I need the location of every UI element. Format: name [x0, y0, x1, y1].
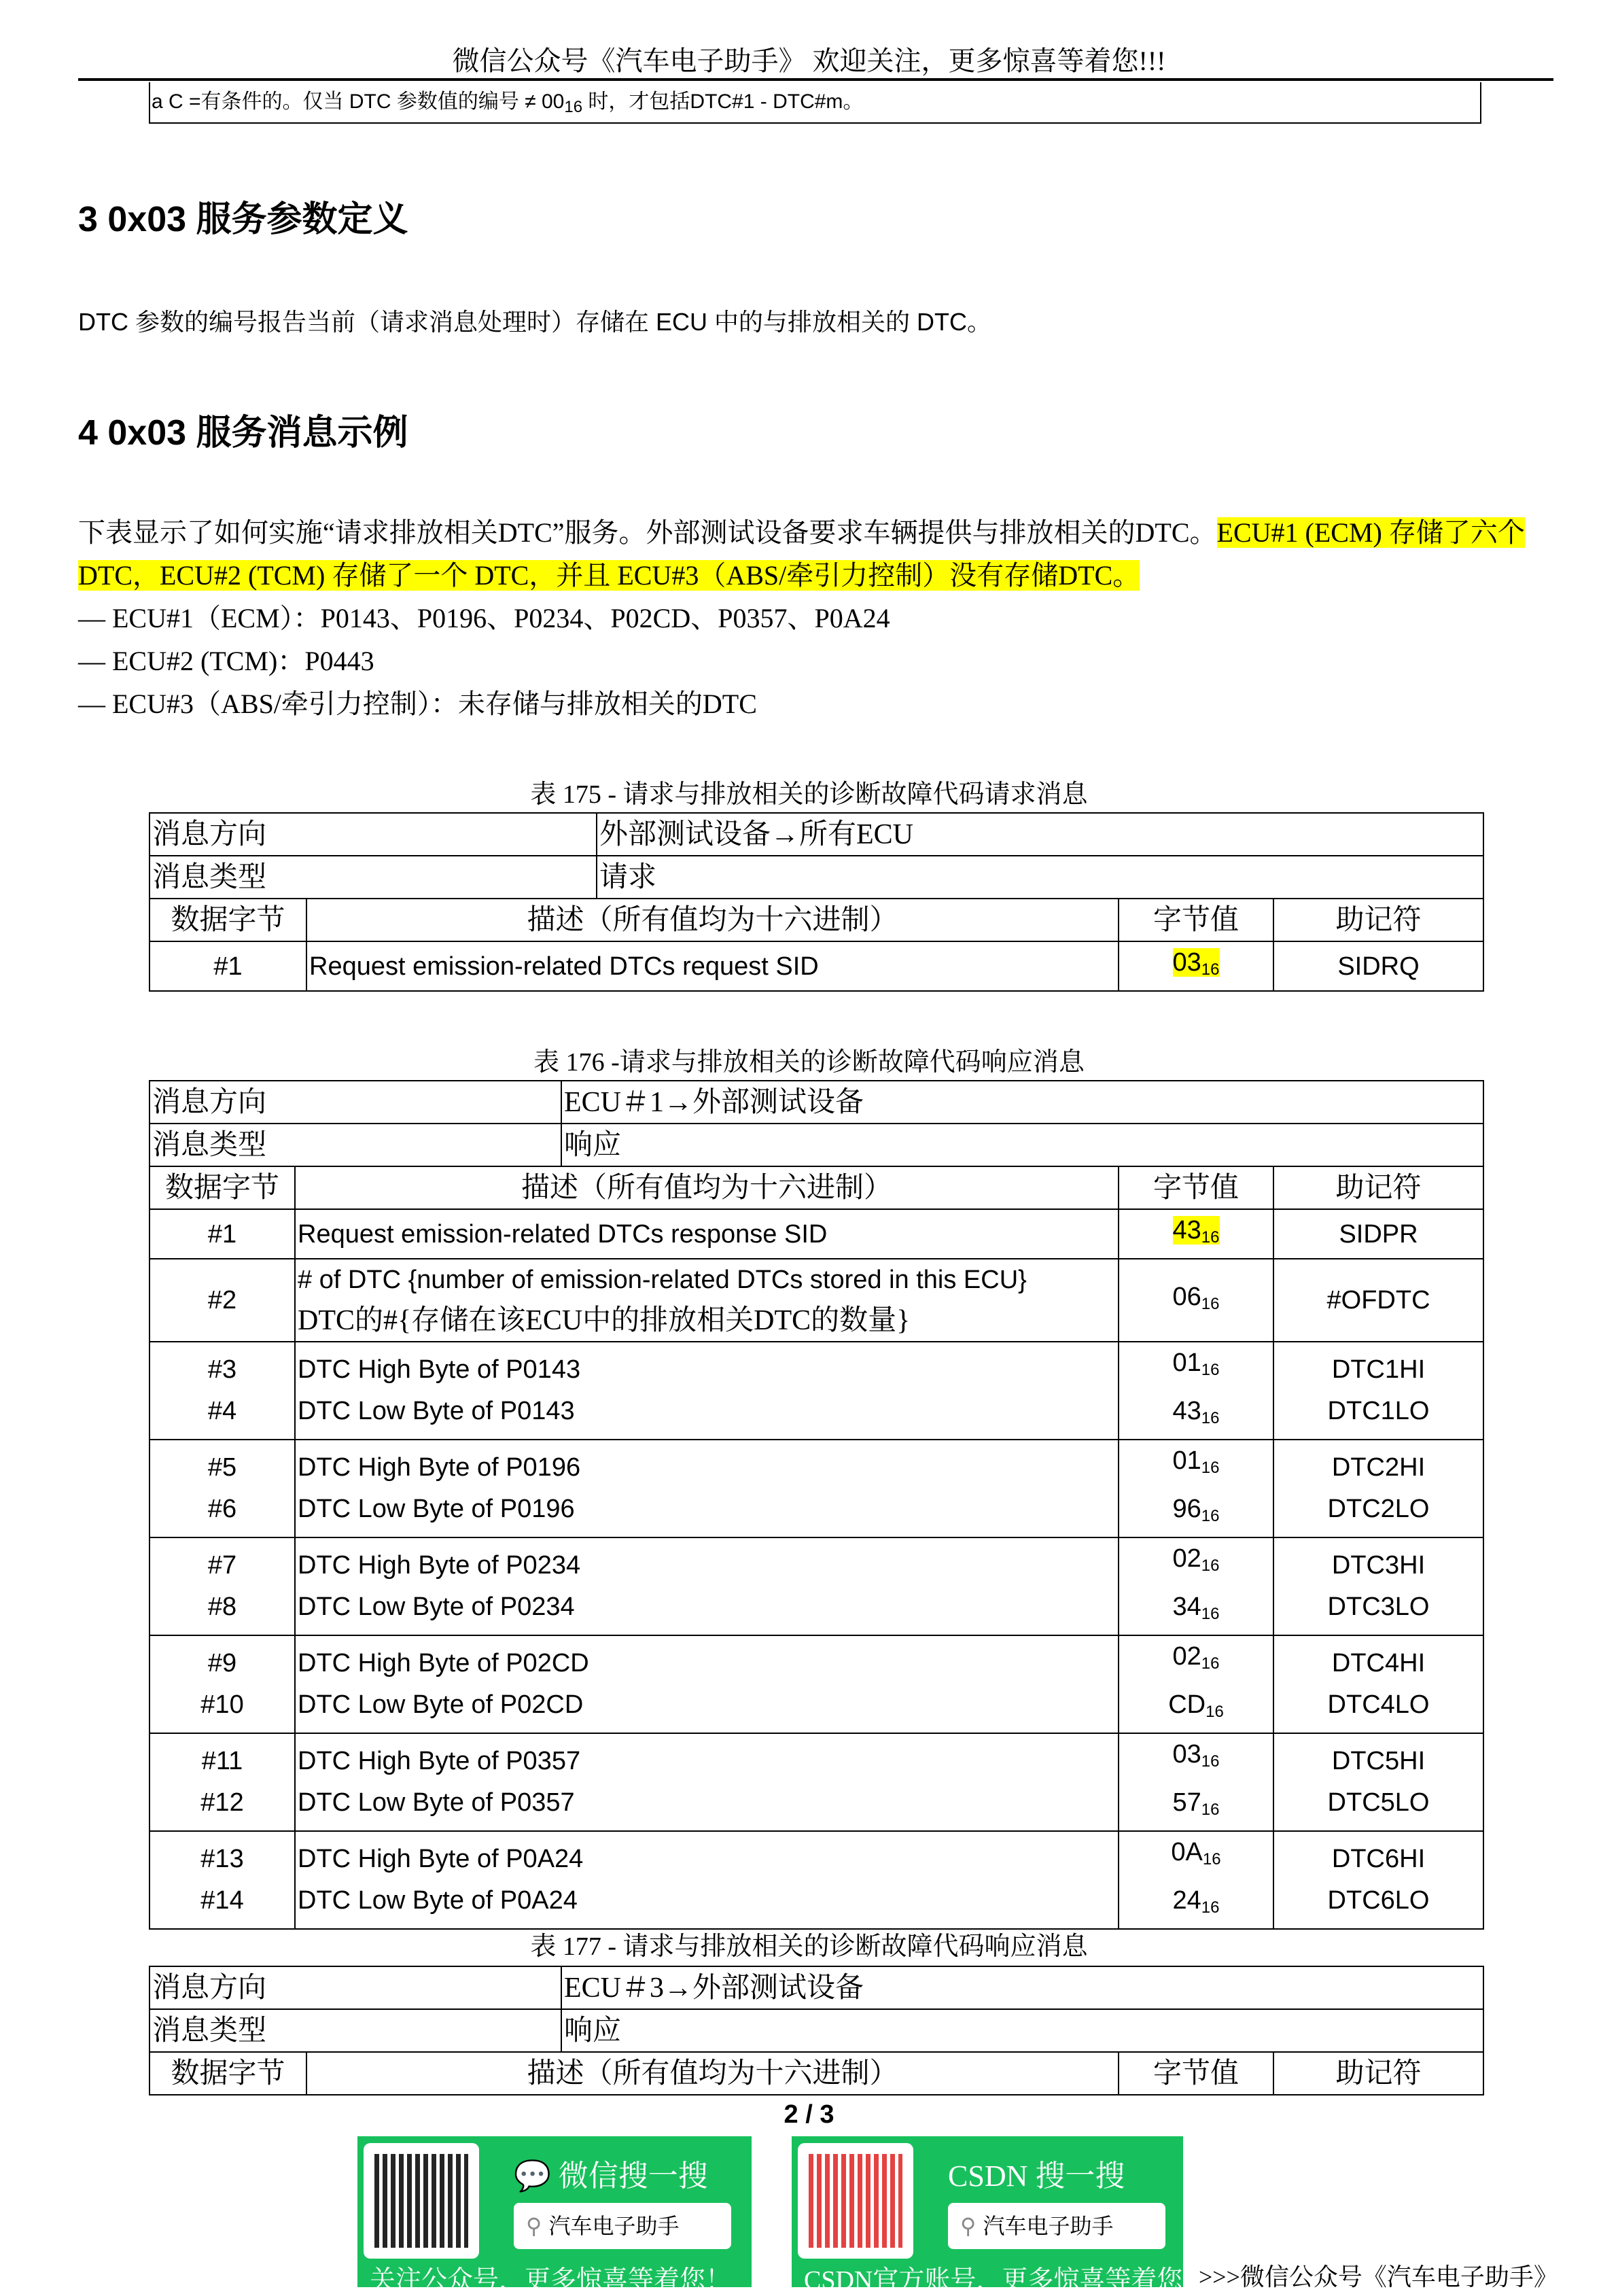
- byte-cell: #9 #10: [150, 1635, 295, 1733]
- value-cell: $06_{16}$: [1119, 1259, 1273, 1342]
- mnemonic-cell: #OFDTC: [1273, 1259, 1483, 1342]
- mnemonic-cell: DTC3HI DTC3LO: [1273, 1537, 1483, 1635]
- banner-title: 💬 微信搜一搜: [514, 2159, 708, 2193]
- byte-cell: #7 #8: [150, 1537, 295, 1635]
- byte-cell: #2: [150, 1259, 295, 1342]
- table-row: [150, 1209, 1483, 1259]
- desc-cell: DTC High Byte of P0A24 DTC Low Byte of P0A24: [295, 1831, 1119, 1929]
- byte-cell: #1: [150, 1209, 295, 1259]
- table-176: [149, 1080, 1484, 1930]
- type-label: 消息类型: [150, 2009, 561, 2052]
- header-byte: 数据字节: [150, 2052, 306, 2095]
- ecu-list-item: — ECU#2 (TCM)：P0443: [78, 646, 374, 676]
- mnemonic-cell: DTC2HI DTC2LO: [1273, 1440, 1483, 1537]
- section-3-text: DTC 参数的编号报告当前（请求消息处理时）存储在 ECU 中的与排放相关的 DTC。: [78, 308, 991, 336]
- table-175: [149, 812, 1484, 992]
- type-label: 消息类型: [150, 1124, 561, 1166]
- direction-label: 消息方向: [150, 813, 597, 856]
- desc-cell: DTC High Byte of P0357 DTC Low Byte of P0357: [295, 1733, 1119, 1831]
- banner-footer: 关注公众号，更多惊喜等着您！: [370, 2266, 732, 2295]
- value-cell: $03_{16}$: [1119, 941, 1273, 991]
- byte-cell: #11 #12: [150, 1733, 295, 1831]
- mnemonic-cell: DTC4HI DTC4LO: [1273, 1635, 1483, 1733]
- byte-cell: #3 #4: [150, 1342, 295, 1440]
- search-icon: ⚲: [960, 2214, 977, 2238]
- header-mnemonic: 助记符: [1273, 2052, 1483, 2095]
- search-icon: ⚲: [526, 2214, 542, 2238]
- value-cell: $02_{16}$ $34_{16}$: [1119, 1537, 1273, 1635]
- mnemonic-cell: SIDPR: [1273, 1209, 1483, 1259]
- table-row: [150, 1259, 1483, 1342]
- banner-footer: CSDN官方账号，更多惊喜等着您！: [804, 2266, 1209, 2295]
- direction-value: ECU＃1→外部测试设备: [561, 1081, 1483, 1124]
- desc-cell: DTC High Byte of P0234 DTC Low Byte of P0234: [295, 1537, 1119, 1635]
- header-byte: 数据字节: [150, 899, 306, 941]
- direction-label: 消息方向: [150, 1966, 561, 2009]
- mnemonic-cell: DTC6HI DTC6LO: [1273, 1831, 1483, 1929]
- table-row-group: [150, 1342, 1483, 1440]
- header-desc: 描述（所有值均为十六进制）: [306, 2052, 1119, 2095]
- direction-value: 外部测试设备→所有ECU: [597, 813, 1483, 856]
- table-177-caption: 表 177 - 请求与排放相关的诊断故障代码响应消息: [530, 1932, 1088, 1961]
- note-suffix: 时，才包括DTC#1 - DTC#m。: [582, 90, 864, 113]
- value-cell: $43_{16}$: [1119, 1209, 1273, 1259]
- header-divider: [78, 78, 1553, 81]
- desc-cell: DTC High Byte of P0143 DTC Low Byte of P0143: [295, 1342, 1119, 1440]
- qr-code-icon: [364, 2143, 479, 2259]
- table-175-caption: 表 175 - 请求与排放相关的诊断故障代码请求消息: [530, 780, 1088, 809]
- table-row-group: [150, 1635, 1483, 1733]
- header-value: 字节值: [1119, 2052, 1273, 2095]
- table-row-group: [150, 1537, 1483, 1635]
- direction-label: 消息方向: [150, 1081, 561, 1124]
- table-row-group: [150, 1440, 1483, 1537]
- byte-cell: #13 #14: [150, 1831, 295, 1929]
- mnemonic-cell: DTC1HI DTC1LO: [1273, 1342, 1483, 1440]
- banner-search-box[interactable]: ⚲ 汽车电子助手: [948, 2203, 1165, 2249]
- intro-text: 下表显示了如何实施“请求排放相关DTC”服务。外部测试设备要求车辆提供与排放相关的DTC。: [78, 517, 1217, 548]
- desc-cell: # of DTC {number of emission-related DTCs stored in this ECU} DTC的#{存储在该ECU中的排放相关DTC的数量}: [295, 1259, 1119, 1342]
- banner-search-box[interactable]: ⚲ 汽车电子助手: [514, 2203, 731, 2249]
- type-label: 消息类型: [150, 856, 597, 899]
- table-177: [149, 1966, 1484, 2095]
- banner-title: CSDN 搜一搜: [948, 2159, 1125, 2193]
- note-sub: 16: [564, 98, 583, 116]
- header-byte: 数据字节: [150, 1166, 295, 1209]
- wechat-banner[interactable]: [357, 2136, 752, 2295]
- section-4-heading: 4 0x03 服务消息示例: [78, 413, 408, 453]
- desc-cell: Request emission-related DTCs request SID: [306, 941, 1119, 991]
- mnemonic-cell: SIDRQ: [1273, 941, 1483, 991]
- header-desc: 描述（所有值均为十六进制）: [306, 899, 1119, 941]
- csdn-banner[interactable]: [792, 2136, 1209, 2295]
- type-value: 请求: [597, 856, 1483, 899]
- table-row: [150, 941, 1483, 991]
- value-cell: $03_{16}$ $57_{16}$: [1119, 1733, 1273, 1831]
- desc-cell: DTC High Byte of P02CD DTC Low Byte of P02CD: [295, 1635, 1119, 1733]
- table-row-group: [150, 1831, 1483, 1929]
- header-desc: 描述（所有值均为十六进制）: [295, 1166, 1119, 1209]
- byte-cell: #1: [150, 941, 306, 991]
- intro-highlight: ECU#1 (ECM) 存储了六个 DTC，ECU#2 (TCM) 存储了一个 DTC，并且 ECU#3（ABS/牵引力控制）没有存储DTC。: [78, 517, 1525, 591]
- type-value: 响应: [561, 1124, 1483, 1166]
- note-text: a C =有条件的。仅当 DTC 参数值的编号 ≠ 00: [152, 90, 565, 113]
- ecu-list-item: — ECU#3（ABS/牵引力控制）：未存储与排放相关的DTC: [78, 689, 757, 719]
- value-cell: $01_{16}$ $43_{16}$: [1119, 1342, 1273, 1440]
- page-number: 2 / 3: [784, 2100, 834, 2129]
- ecu-list-item: — ECU#1（ECM）：P0143、P0196、P0234、P02CD、P0357、P0A24: [78, 603, 890, 633]
- wechat-icon: 💬: [514, 2159, 551, 2193]
- value-cell: $0A_{16}$ $24_{16}$: [1119, 1831, 1273, 1929]
- table-footnote: [149, 82, 1481, 124]
- header-mnemonic: 助记符: [1273, 899, 1483, 941]
- desc-cell: Request emission-related DTCs response SID: [295, 1209, 1119, 1259]
- section-3-heading: 3 0x03 服务参数定义: [78, 200, 408, 239]
- qr-code-icon: [798, 2143, 913, 2259]
- table-176-caption: 表 176 -请求与排放相关的诊断故障代码响应消息: [533, 1048, 1085, 1077]
- direction-value: ECU＃3→外部测试设备: [561, 1966, 1483, 2009]
- page-header: 微信公众号《汽车电子助手》 欢迎关注，更多惊喜等着您!!!: [452, 46, 1166, 76]
- value-cell: $01_{16}$ $96_{16}$: [1119, 1440, 1273, 1537]
- type-value: 响应: [561, 2009, 1483, 2052]
- byte-cell: #5 #6: [150, 1440, 295, 1537]
- header-value: 字节值: [1119, 1166, 1273, 1209]
- table-row-group: [150, 1733, 1483, 1831]
- header-value: 字节值: [1119, 899, 1273, 941]
- desc-cell: DTC High Byte of P0196 DTC Low Byte of P0196: [295, 1440, 1119, 1537]
- header-mnemonic: 助记符: [1273, 1166, 1483, 1209]
- value-cell: $02_{16}$ $CD_{16}$: [1119, 1635, 1273, 1733]
- section-4-intro: [78, 511, 1560, 597]
- footer-text: >>>微信公众号《汽车电子助手》: [1199, 2263, 1558, 2291]
- mnemonic-cell: DTC5HI DTC5LO: [1273, 1733, 1483, 1831]
